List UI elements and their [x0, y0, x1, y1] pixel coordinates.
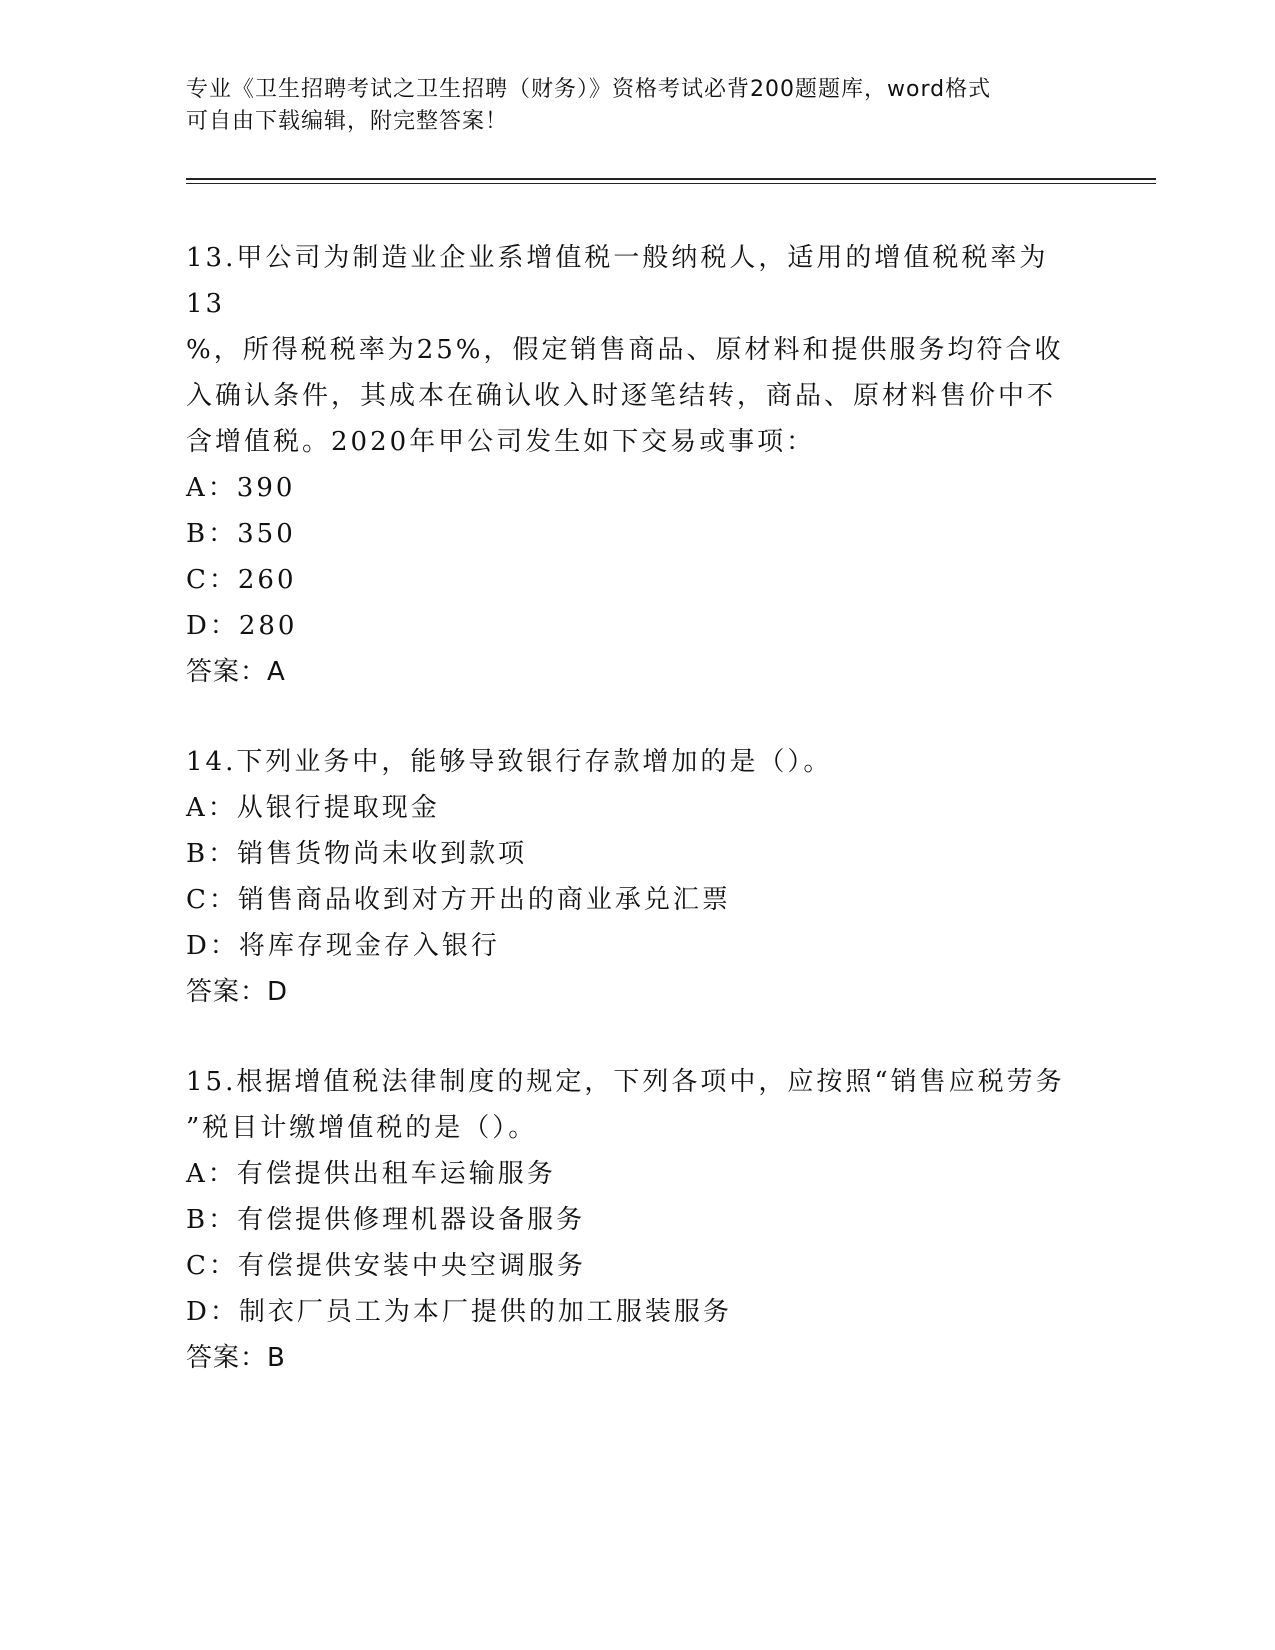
option-d: D：制衣厂员工为本厂提供的加工服装服务: [186, 1297, 732, 1327]
option-b: B：销售货物尚未收到款项: [186, 839, 528, 869]
question-stem: [186, 1059, 1086, 1151]
stem-line: 入确认条件，其成本在确认收入时逐笔结转，商品、原材料售价中不: [186, 381, 1057, 411]
question-stem: [186, 739, 1086, 785]
question-stem: [186, 235, 1086, 465]
option-b: B：有偿提供修理机器设备服务: [186, 1205, 586, 1235]
option-a: A：有偿提供出租车运输服务: [186, 1159, 556, 1189]
option-d: D：将库存现金存入银行: [186, 931, 500, 961]
question-13: [186, 235, 1086, 695]
option-c: C：有偿提供安装中央空调服务: [186, 1251, 586, 1281]
option-b: B：350: [186, 519, 296, 549]
header-line-2: 可自由下载编辑，附完整答案！: [186, 109, 509, 134]
option-a: A：390: [186, 473, 296, 503]
question-list: [186, 235, 1086, 1425]
option-c: C：销售商品收到对方开出的商业承兑汇票: [186, 885, 731, 915]
header-line-1: 专业《卫生招聘考试之卫生招聘（财务）》资格考试必背200题题库，word格式: [186, 77, 992, 102]
header-divider-thin: [186, 183, 1156, 184]
question-14: [186, 739, 1086, 1015]
option-c: C：260: [186, 565, 297, 595]
stem-line: 14.下列业务中，能够导致银行存款增加的是（）。: [186, 747, 833, 777]
option-a: A：从银行提取现金: [186, 793, 440, 823]
answer: 答案：D: [186, 977, 289, 1007]
stem-line: %，所得税税率为25%，假定销售商品、原材料和提供服务均符合收: [186, 335, 1064, 365]
question-15: [186, 1059, 1086, 1381]
answer: 答案：B: [186, 1343, 286, 1373]
stem-line: ”税目计缴增值税的是（）。: [186, 1113, 538, 1143]
document-header: [186, 74, 1086, 138]
stem-line: 13.甲公司为制造业企业系增值税一般纳税人，适用的增值税税率为13: [186, 243, 1049, 319]
stem-line: 15.根据增值税法律制度的规定，下列各项中，应按照“销售应税劳务: [186, 1067, 1065, 1097]
answer: 答案：A: [186, 657, 286, 687]
stem-line: 含增值税。2020年甲公司发生如下交易或事项：: [186, 427, 816, 457]
header-divider-thick: [186, 178, 1156, 180]
option-d: D：280: [186, 611, 298, 641]
